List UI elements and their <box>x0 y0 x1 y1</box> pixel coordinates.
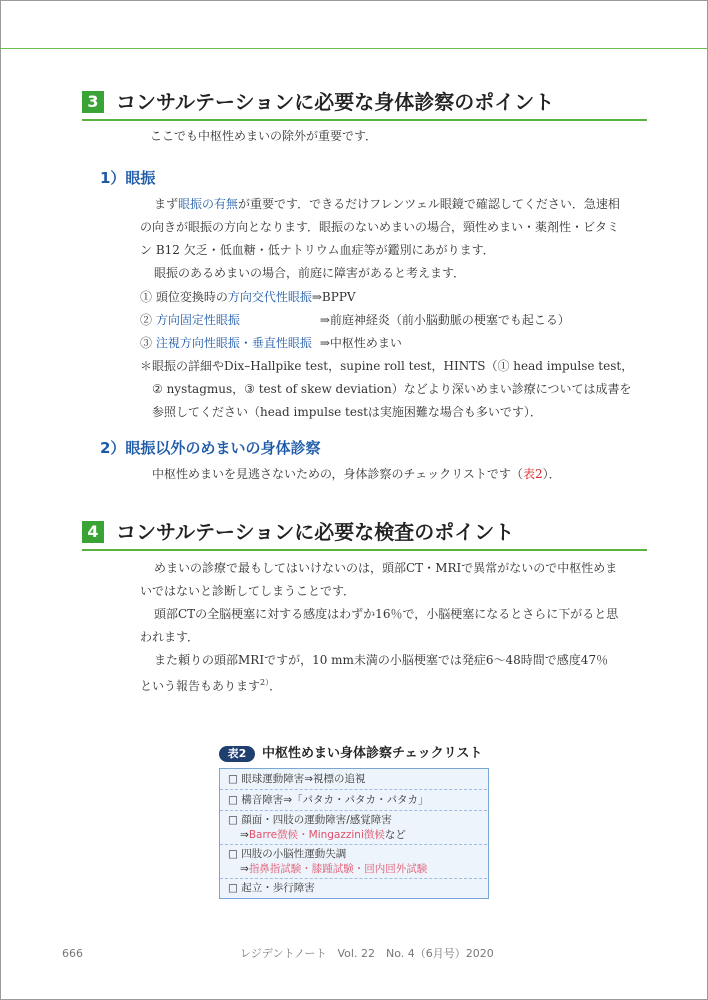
paragraph-line: われます． <box>140 630 200 644</box>
checklist-table <box>219 768 489 899</box>
paragraph-line: めまいの診療で最もしてはいけないのは，頭部CT・MRIで異常がないので中枢性めま <box>154 561 618 575</box>
subheading-other-exam: 2）眼振以外のめまいの身体診察 <box>100 439 321 457</box>
table-title: 中枢性めまい身体診察チェックリスト <box>262 746 483 761</box>
section-title: コンサルテーションに必要な身体診察のポイント <box>116 90 555 114</box>
table-ref-link[interactable]: 表2 <box>522 467 543 481</box>
section-number: 3 <box>82 91 104 113</box>
page-number: 666 <box>62 947 83 960</box>
paragraph-line: 頭部CTの全脳梗塞に対する感度はわずか16％で，小脳梗塞になるとさらに下がると思 <box>154 607 619 621</box>
note-line: ② nystagmus，③ test of skew deviation）などより深いめまい診療については成書を <box>152 382 632 396</box>
paragraph-line: ン B12 欠乏・低血糖・低ナトリウム血症等が鑑別にあがります． <box>140 243 495 257</box>
paragraph-line: また頼りの頭部MRIですが，10 mm未満の小脳梗塞では発症6～48時間で感度47％ <box>154 653 609 667</box>
paragraph-line: いではないと診断してしまうことです． <box>140 584 356 598</box>
intro-text: ここでも中枢性めまいの除外が重要です． <box>150 129 378 143</box>
table-row: □ 顔面・四肢の運動障害/感覚障害 ⇒Barre徴候・Mingazzini徴候など <box>220 811 487 845</box>
paragraph-line: まず眼振の有無が重要です．できるだけフレンツェル眼鏡で確認してください．急速相 <box>154 197 620 211</box>
table-row: □ 眼球運動障害⇒視標の追視 <box>220 769 487 790</box>
section-title: コンサルテーションに必要な検査のポイント <box>116 520 515 544</box>
table-row: □ 構音障害⇒「パタカ・パタカ・パタカ」 <box>220 790 487 811</box>
header-rule <box>0 48 708 49</box>
section-3-heading <box>82 89 647 121</box>
list-item: ① 頭位変換時の方向交代性眼振⇒BPPV <box>140 290 356 304</box>
note-line: 参照してください（head impulse testは実施困難な場合も多いです）． <box>152 405 542 419</box>
citation-ref: 2） <box>260 678 270 687</box>
list-item: ② 方向固定性眼振 ⇒前庭神経炎（前小脳動脈の梗塞でも起こる） <box>140 313 570 327</box>
checklist-ref-text: 中枢性めまいを見逃さないための，身体診察のチェックリストです（表2）． <box>152 467 561 481</box>
paragraph-line: 眼振のあるめまいの場合，前庭に障害があると考えます． <box>154 266 466 280</box>
table-row: □ 起立・歩行障害 <box>228 882 315 894</box>
paragraph-line: の向きが眼振の方向となります．眼振のないめまいの場合，頸性めまい・薬剤性・ビタミ <box>140 220 620 234</box>
section-4-heading <box>82 519 647 551</box>
section-number: 4 <box>82 521 104 543</box>
subheading-nystagmus: 1）眼振 <box>100 169 156 187</box>
list-item: ③ 注視方向性眼振・垂直性眼振 ⇒中枢性めまい <box>140 336 402 350</box>
note-line: ＊眼振の詳細やDix–Hallpike test，supine roll test，HINTS（① head impulse test， <box>140 359 634 373</box>
journal-footer: レジデントノート Vol. 22 No. 4（6月号）2020 <box>240 947 494 960</box>
table-tag: 表2 <box>219 746 255 762</box>
paragraph-line: という報告もあります$^{2)}$． <box>140 678 282 693</box>
table-row: □ 四肢の小脳性運動失調 ⇒指鼻指試験・膝踵試験・回内回外試験 <box>220 845 487 879</box>
